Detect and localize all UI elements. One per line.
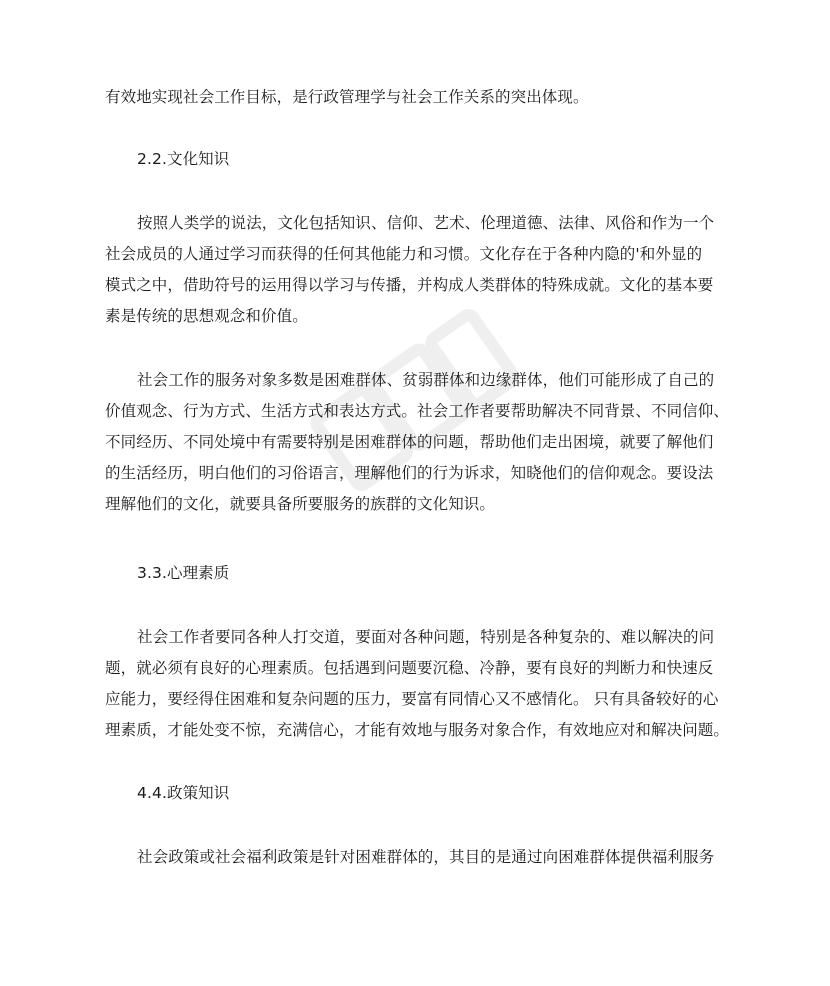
text-line: 有效地实现社会工作目标，是行政管理学与社会工作关系的突出体现。 <box>105 88 589 106</box>
text-line: 素是传统的思想观念和价值。 <box>105 307 308 325</box>
section-heading: 4.4.政策知识 <box>137 784 230 802</box>
text-line: 价值观念、行为方式、生活方式和表达方式。社会工作者要帮助解决不同背景、不同信仰、 <box>105 402 730 420</box>
text-line: 社会工作者要同各种人打交道，要面对各种问题，特别是各种复杂的、难以解决的问 <box>137 628 715 646</box>
text-line: 的生活经历，明白他们的习俗语言，理解他们的行为诉求，知晓他们的信仰观念。要设法 <box>105 464 714 482</box>
text-line: 社会政策或社会福利政策是针对困难群体的，其目的是通过向困难群体提供福利服务 <box>137 848 715 866</box>
text-line: 按照人类学的说法，文化包括知识、信仰、艺术、伦理道德、法律、风俗和作为一个 <box>137 214 715 232</box>
text-line: 社会成员的人通过学习而获得的任何其他能力和习惯。文化存在于各种内隐的'和外显的 <box>105 245 703 263</box>
text-line: 模式之中，借助符号的运用得以学习与传播，并构成人类群体的特殊成就。文化的基本要 <box>105 276 714 294</box>
section-heading: 2.2.文化知识 <box>137 150 230 168</box>
text-line: 社会工作的服务对象多数是困难群体、贫弱群体和边缘群体，他们可能形成了自己的 <box>137 371 715 389</box>
text-line: 理解他们的文化，就要具备所要服务的族群的文化知识。 <box>105 495 496 513</box>
section-heading: 3.3.心理素质 <box>137 564 230 582</box>
text-line: 题，就必须有良好的心理素质。包括遇到问题要沉稳、冷静，要有良好的判断力和快速反 <box>105 659 714 677</box>
text-line: 理素质，才能处变不惊，充满信心，才能有效地与服务对象合作，有效地应对和解决问题。 <box>105 721 730 739</box>
text-line: 不同经历、不同处境中有需要特别是困难群体的问题，帮助他们走出困境，就要了解他们 <box>105 433 714 451</box>
text-line: 应能力，要经得住困难和复杂问题的压力，要富有同情心又不感情化。 只有具备较好的心 <box>105 690 719 708</box>
